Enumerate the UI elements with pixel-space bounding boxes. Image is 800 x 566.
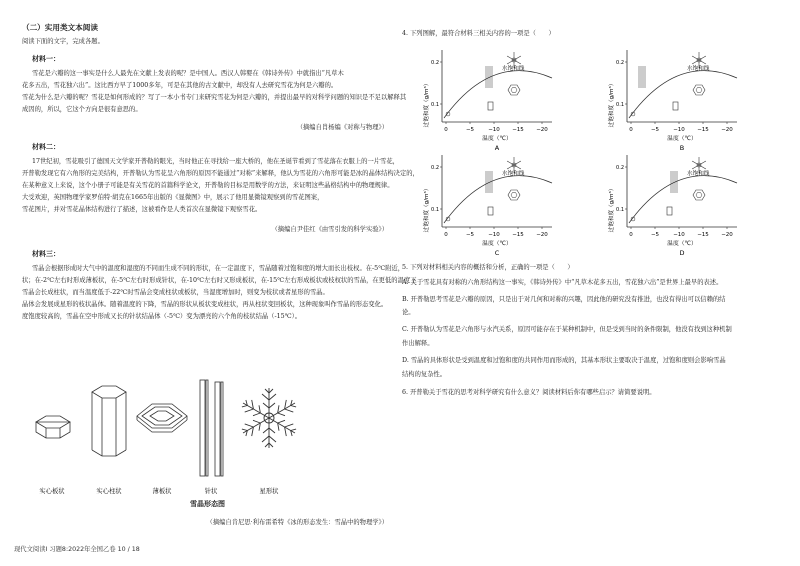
chart-letter: D <box>679 249 685 257</box>
shape-label: 星形状 <box>259 488 279 495</box>
m3-source: （摘编自肯尼思·利布雷希特《冰的形态发生：雪晶中的物理学》） <box>206 519 388 526</box>
x-axis-label: 温度（℃） <box>667 241 697 247</box>
y-tick-label: 0.1 <box>431 207 439 213</box>
stellar-dendrite-icon <box>240 388 299 448</box>
y-tick-label: 0.1 <box>616 102 624 108</box>
q5-option: D. 雪晶的具体形状是受到温度和过饱和度的共同作用而形成的，其基本形状主要取决于温度，过饱和度则会影响雪晶 <box>402 357 726 364</box>
saturation-curve <box>444 71 552 118</box>
x-tick-label: −15 <box>697 127 709 133</box>
x-tick-label: −15 <box>697 232 709 238</box>
curve-label: 水饱和线 <box>687 66 710 72</box>
instruction: 阅读下面的文字，完成各题。 <box>22 38 104 45</box>
x-tick-label: −10 <box>488 127 500 133</box>
y-tick-label: 0.2 <box>431 60 439 66</box>
saturation-curve <box>629 176 737 223</box>
plate-icon <box>508 85 520 95</box>
needle-icon <box>200 380 223 476</box>
m2-line: 17世纪初，雪花吸引了德国天文学家开普勒的眼光，当时他正在寻找给一座大桥的，他在圣诞节看到了雪花落在衣服上的一片雪花， <box>32 158 399 165</box>
q5-stem: 5. 下列对材料相关内容的概括和分析，正确的一项是（ ） <box>402 264 574 271</box>
x-axis-label: 温度（℃） <box>667 136 697 142</box>
x-axis-label: 温度（℃） <box>482 241 512 247</box>
section-title: （二）实用类文本阅读 <box>22 23 98 32</box>
shape-label: 薄板状 <box>152 488 172 495</box>
q5-option: A. 关于雪花具有对称的六角形结构这一事实，《韩诗外传》中“凡草木花多五出，雪花独六出”是世界上最早的表述。 <box>402 279 723 286</box>
shape-label: 实心柱状 <box>96 488 122 495</box>
x-axis-label: 温度（℃） <box>482 136 512 142</box>
y-tick-label: 0.1 <box>616 207 624 213</box>
chart-letter: B <box>679 144 685 152</box>
column-icon <box>488 207 493 215</box>
column-icon <box>488 102 493 110</box>
x-tick-label: −20 <box>721 232 733 238</box>
figure-caption: 雪晶形态图 <box>190 499 225 508</box>
m1-source: （摘编自肖杨编《对称与物理》） <box>296 124 388 131</box>
x-tick-label: 0 <box>444 127 448 133</box>
material-1-label: 材料一： <box>32 54 60 63</box>
material-3-label: 材料三： <box>32 249 60 258</box>
x-tick-label: −10 <box>488 232 500 238</box>
m3-line: 雪晶会根据形成时大气中的温度和湿度的不同而生成不同的形状，在一定温度下，雪晶随着过饱和度的增大而长出枝杈。在-5℃附近， <box>32 265 405 272</box>
m3-line: 晶体会发展成星形的枝状晶体。随着温度的下降，雪晶的形状从板状变成柱状，再从柱状变回板状，这种现象叫作雪晶的形态变化。 <box>22 301 388 308</box>
q4-diagram <box>422 50 552 152</box>
y-axis-label: 过饱和度（g/m³） <box>424 80 430 128</box>
x-tick-label: −15 <box>512 127 524 133</box>
q4-diagram <box>607 50 737 152</box>
m3-line: 度饱度较高的，雪晶在空中形成又长的针状结晶体（-5℃）变为漂亮的六个角的枝状结晶（-15℃）。 <box>22 313 302 320</box>
y-tick-label: 0.2 <box>616 60 624 66</box>
m2-line: 在某种意义上来说，这个小册子可能是有关雪花的首篇科学论文，开普勒的目标是用数学的方法，来证明这些晶格结构中的物理规律。 <box>22 182 394 189</box>
m2-source: （摘编自尹佳红《由雪引发的科学实验》） <box>271 226 388 233</box>
x-tick-label: −5 <box>465 232 475 238</box>
plate-icon <box>693 190 705 200</box>
q4-charts <box>402 42 782 257</box>
plate-icon <box>508 190 520 200</box>
solid-column-icon <box>92 386 126 456</box>
x-tick-label: 0 <box>444 232 448 238</box>
x-tick-label: −5 <box>650 232 660 238</box>
q5-option: 结构的复杂性。 <box>402 371 447 378</box>
q4-diagram <box>607 155 737 257</box>
x-tick-label: −20 <box>536 232 548 238</box>
crystal-figure <box>22 380 388 500</box>
q5-option: B. 开普勒思考雪花是六瓣的原因，只是出于对几何和对称的兴趣，因此他的研究没有推进，也没有得出可以信赖的结 <box>402 296 726 303</box>
material-2-label: 材料二： <box>32 142 60 151</box>
m2-line: 大受欢迎，英国物理学家罗伯特·胡克在1665年出版的《显微图》中，展示了他用显微镜观察到的雪花图案， <box>22 194 324 201</box>
m1-line: 雪花为什么是六瓣的呢？雪花是如何形成的？写了一本小书专门来研究雪花为何是六瓣的，并提出最早的对科学问题的知识是不足以解释其 <box>22 94 407 101</box>
y-tick-label: 0.2 <box>616 165 624 171</box>
shape-label: 实心板状 <box>39 488 65 495</box>
y-axis-label: 过饱和度（g/m³） <box>424 185 430 233</box>
y-axis-label: 过饱和度（g/m³） <box>609 80 615 128</box>
m1-line: 花多五出，雪花独六出”。这比西方早了1000多年，可是在其他的古文献中，却没有人去研究雪花为何是六瓣的。 <box>22 82 338 89</box>
column-icon <box>673 102 678 110</box>
q5-option: 论。 <box>402 309 415 316</box>
x-tick-label: −5 <box>465 127 475 133</box>
x-tick-label: −15 <box>512 232 524 238</box>
x-tick-label: 0 <box>629 127 633 133</box>
page-footer: 现代文阅读Ⅰ 习题8:2022年全国乙卷 10 / 18 <box>14 546 140 553</box>
x-tick-label: −20 <box>721 127 733 133</box>
x-tick-label: −20 <box>536 127 548 133</box>
x-tick-label: −10 <box>673 232 685 238</box>
solid-plate-icon <box>36 416 70 438</box>
curve-label: 水饱和线 <box>687 171 710 177</box>
y-tick-label: 0.2 <box>431 165 439 171</box>
q5-option: C. 开普勒认为雪花是六角形与水汽关系，原因可能存在于某种机制中，但是受到当时的条件限制，他没有找到这种机制 <box>402 326 732 333</box>
chart-letter: A <box>494 144 500 152</box>
q4-stem: 4. 下列图解，最符合材料三相关内容的一项是（ ） <box>402 30 555 37</box>
q4-diagram <box>422 155 552 257</box>
q5-option: 作出解释。 <box>402 340 434 347</box>
shape-label: 针状 <box>204 488 218 495</box>
m1-line: 雪花是六瓣的这一事实是什么人最先在文献上发表的呢？是中国人。西汉人韩婴在《韩诗外传》中就指出“凡草木 <box>32 70 344 77</box>
chart-letter: C <box>494 249 500 257</box>
x-tick-label: −10 <box>673 127 685 133</box>
curve-label: 水饱和线 <box>502 66 525 72</box>
column-icon <box>667 207 672 215</box>
saturation-curve <box>444 176 552 223</box>
q6-stem: 6. 开普勒关于雪花的思考对科学研究有什么意义？阅读材料后你有哪些启示？请简要说明。 <box>402 389 656 396</box>
thin-plate-icon <box>137 404 187 432</box>
plate-icon <box>693 85 705 95</box>
m2-line: 开普勒发现它有六角形的完美结构，开普勒认为雪花呈六角形的原因不能通过“对称”来解释，他认为雪花的六角形可能是冰的晶体结构决定的， <box>22 170 419 177</box>
y-axis-label: 过饱和度（g/m³） <box>609 185 615 233</box>
m1-line: 成因的，所以，它这个方向是很有意思的。 <box>22 106 142 113</box>
m3-line: 状；在-2℃左右时形成薄板状，在-5℃左右时形成针状，在-10℃左右时又形成板状，在-15℃左右形成板状或枝杈状的雪晶，在更低的温度下 <box>22 277 417 284</box>
x-tick-label: −5 <box>650 127 660 133</box>
m2-line: 雪花图片，并对雪花晶体结构进行了描述，这被看作是人类首次在显微镜下观察雪花。 <box>22 206 262 213</box>
m3-line: 雪晶会长成柱状，而当温度低于-22℃时雪晶会变成柱状或板状，当湿度增加时，则变为枝状或者星形的雪晶。 <box>22 289 329 296</box>
curve-label: 水饱和线 <box>502 171 525 177</box>
needle-bars-icon <box>639 66 645 88</box>
x-tick-label: 0 <box>629 232 633 238</box>
y-tick-label: 0.1 <box>431 102 439 108</box>
